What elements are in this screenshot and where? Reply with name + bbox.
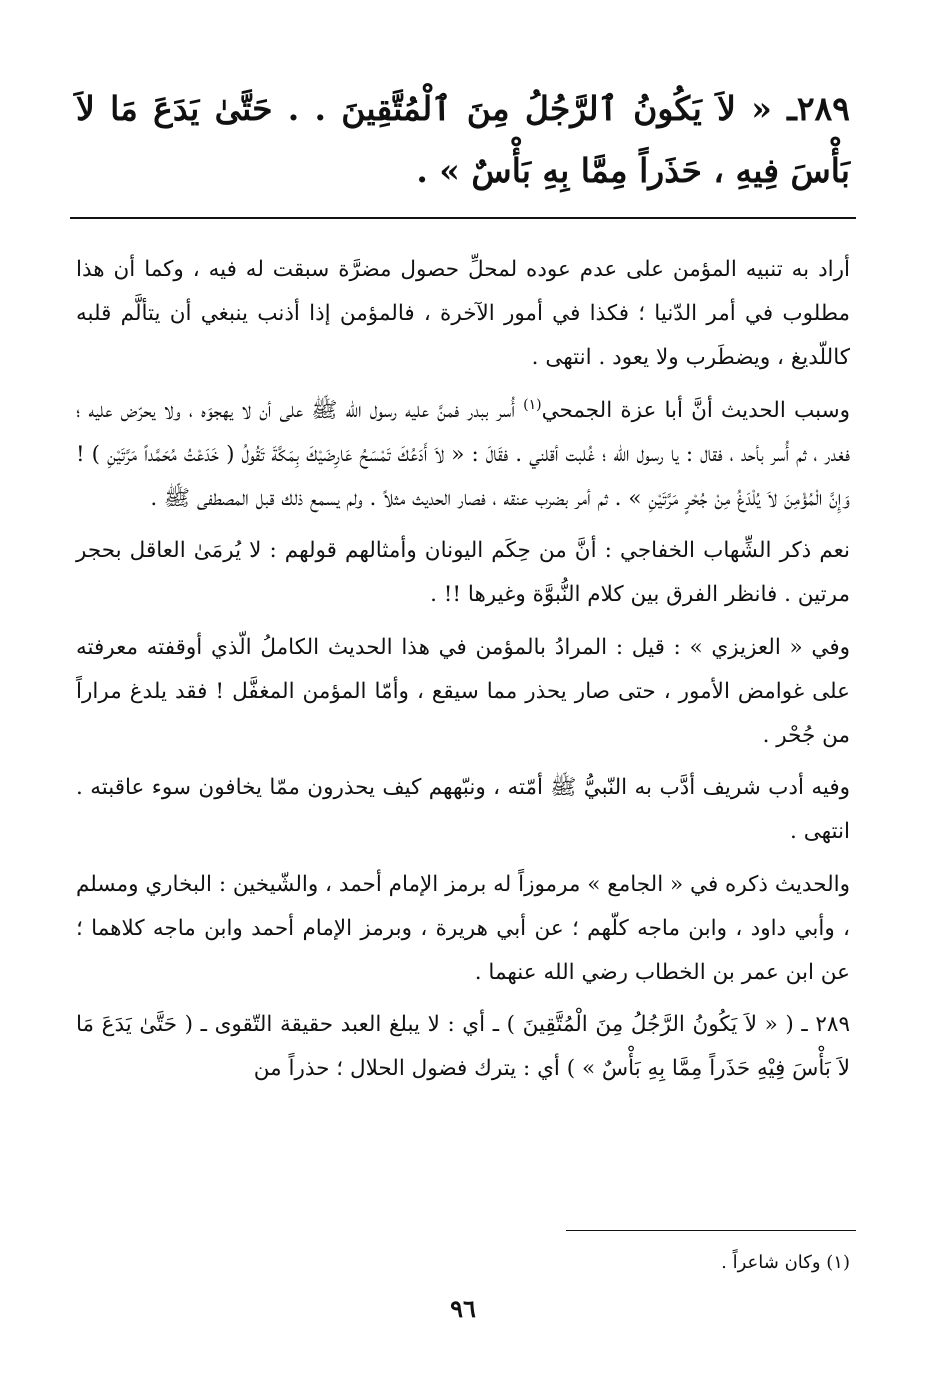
paragraph-6: والحديث ذكره في « الجامع » مرموزاً له برمز الإمام أحمد ، والشّيخين : البخاري ومسلم ، وأبي داود ، وابن ماجه كلّهم ؛ عن أبي هريرة ، وبرمز الإمام أحمد وابن ماجه كلاهما ؛ عن ابن عمر بن الخطاب رضي الله عنهما .	[76, 871, 850, 986]
paragraph-1: أراد به تنبيه المؤمن على عدم عوده لمحلِّ حصول مضرَّة سبقت له فيه ، وكما أن هذا مطلوب في أمر الدّنيا ؛ فكذا في أمور الآخرة ، فالمؤمن إذا أذنب ينبغي أن يتألَّم قلبه كاللّديغ ، ويضطَرب ولا يعود . انتهى .	[76, 257, 850, 371]
footnote-divider	[566, 1230, 856, 1231]
footnote-reference[interactable]: (١)	[523, 396, 542, 413]
paragraph-2	[76, 389, 850, 522]
paragraph-4: وفي « العزيزي » : قيل : المرادُ بالمؤمن في هذا الحديث الكاملُ الّذي أوقفته معرفته على غوامض الأمور ، حتى صار يحذر مما سيقع ، وأمّا المؤمن المغفَّل ! فقد يلدغ مراراً من جُحْر .	[76, 634, 850, 749]
footnote: (١) وكان شاعراً .	[721, 1252, 850, 1273]
paragraph-3: نعم ذكر الشِّهاب الخفاجي : أنَّ من حِكَم اليونان وأمثالهم قولهم : لا يُرمَىٰ العاقل بحجر مرتين . فانظر الفرق بين كلام النُّبوَّة وغيرها !! .	[76, 538, 850, 608]
paragraph-2-start: وسبب الحديث أنَّ أبا عزة الجمحي	[541, 397, 850, 423]
heading-divider	[70, 217, 856, 219]
paragraph-2-rest: أُسر ببدر فمنَّ عليه رسول الله ﷺ على أن لا يهجوَه ، ولا يحرّض عليه ؛ فغدر ، ثم أُسر بأحد ، فقال : يا رسول الله ؛ غُلبت أقلني . فقَالَ : « لاَ أَدَعُكَ تَمْسَحُ عَارِضَيْكَ بِمَكَّةَ تَقُولُ ( خَدَعْتُ مُحَمَّداً مَرَّتَيْنِ ) ! وَإِنَّ الْمُؤْمِنَ لاَ يُلْدَغُ مِنْ جُحْرٍ مَرَّتَيْنِ » . ثم أمر بضرب عنقه ، فصار الحديث مثلاً . ولم يسمع ذلك قبل المصطفى ﷺ .	[76, 397, 850, 512]
page-number: ٩٦	[450, 1294, 476, 1323]
book-page	[76, 0, 850, 1379]
hadith-heading: ٢٨٩ـ « لاَ يَكُونُ ٱلرَّجُلُ مِنَ ٱلْمُتَّقِينَ . . حَتَّىٰ يَدَعَ مَا لاَ بَأْسَ فِيهِ ، حَذَراً مِمَّا بِهِ بَأْسٌ » .	[76, 89, 850, 190]
paragraph-7: ٢٨٩ ـ ( « لاَ يَكُونُ الرَّجُلُ مِنَ الْمُتَّقِينَ ) ـ أي : لا يبلغ العبد حقيقة التّقوى ـ ( حَتَّىٰ يَدَعَ مَا لاَ بَأْسَ فِيْهِ حَذَراً مِمَّا بِهِ بَأْسٌ » ) أي : يترك فضول الحلال ؛ حذراً من	[76, 1012, 850, 1082]
commentary-body	[76, 248, 850, 1100]
paragraph-5: وفيه أدب شريف أدَّب به النّبيُّ ﷺ أمّته ، ونبّههم كيف يحذرون ممّا يخافون سوء عاقبته . انتهى .	[76, 775, 850, 845]
